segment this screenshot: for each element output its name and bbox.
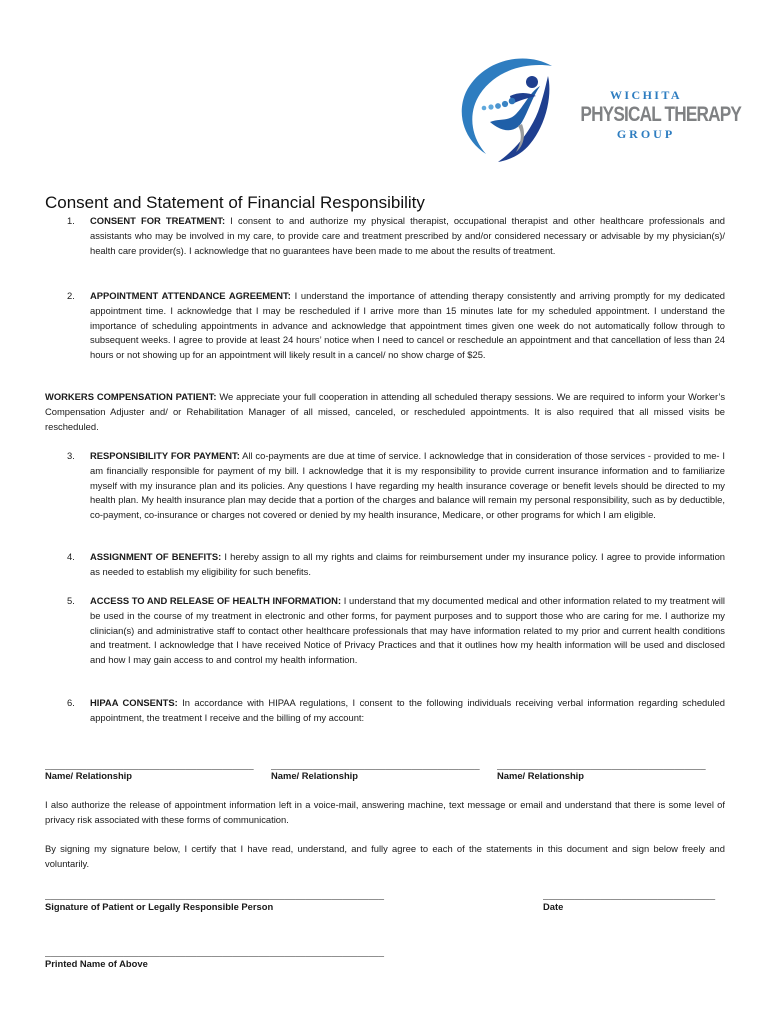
patient-signature-label: Signature of Patient or Legally Responsible Person: [45, 901, 274, 912]
logo-line-physical-therapy: PHYSICAL THERAPY: [580, 103, 742, 126]
workers-heading: WORKERS COMPENSATION PATIENT:: [45, 391, 217, 402]
logo-wordmark: [566, 88, 742, 142]
item-heading: RESPONSIBILITY FOR PAYMENT:: [90, 450, 240, 461]
item-body: All co-payments are due at time of service. I acknowledge that in consideration of those services - provided to me- I am financially responsible for payment of my bill. I acknowledge that it is my responsibility to provide current insurance information and to familiarize myself with my insurance plan and its policies. Any questions I have regarding my health insurance coverage or benefit levels should be directed to my health plan. My health insurance plan may decide that a portion of the charges and balance will remain my personal responsibility, such as by deductible, co-payment, co-insurance or charges not covered or denied by my health insurance, Medicare, or other programs for which I am eligible.: [90, 450, 725, 521]
page-title: Consent and Statement of Financial Responsibility: [45, 193, 425, 212]
item-heading: HIPAA CONSENTS:: [90, 697, 178, 708]
patient-signature-line[interactable]: _________________________________________________________________: [45, 889, 384, 900]
item-number: 3.: [67, 450, 75, 461]
item-body: I hereby assign to all my rights and claims for reimbursement under my insurance policy. I agree to provide information as needed to establish my eligibility for such benefits.: [90, 551, 725, 577]
relationship-line-1[interactable]: ________________________________________: [45, 759, 254, 770]
signing-certification-paragraph: By signing my signature below, I certify that I have read, understand, and fully agree to each of the statements in this document and sign below freely and voluntarily.: [45, 843, 725, 869]
item-body: I understand that my documented medical and other information related to my treatment will be used in the course of my treatment in electronic and other forms, for payment purposes and to support those who are caring for me. I authorize my clinician(s) and administrative staff to contact other healthcare professionals that may have information related to my prior and current health conditions and treatment. I acknowledge that I have received Notice of Privacy Practices and that it outlines how my health information will be used and disclosed and how I may gain access to and control my health information.: [90, 595, 725, 666]
relationship-label-1: Name/ Relationship: [45, 770, 132, 781]
item-heading: APPOINTMENT ATTENDANCE AGREEMENT:: [90, 290, 291, 301]
item-number: 5.: [67, 595, 75, 606]
date-line[interactable]: _________________________________: [543, 889, 716, 900]
relationship-label-2: Name/ Relationship: [271, 770, 358, 781]
workers-compensation-paragraph: [45, 390, 725, 434]
item-number: 1.: [67, 215, 75, 226]
date-label: Date: [543, 901, 564, 912]
item-heading: ACCESS TO AND RELEASE OF HEALTH INFORMATION:: [90, 595, 342, 606]
relationship-line-3[interactable]: ________________________________________: [497, 759, 706, 770]
relationship-line-2[interactable]: ________________________________________: [271, 759, 480, 770]
runner-swoosh-icon: [452, 52, 570, 166]
item-body: I understand the importance of attending therapy consistently and arriving promptly for my dedicated appointment time. I acknowledge that I may be rescheduled if I arrive more than 15 minutes late for my scheduled appointment. I understand the importance of scheduling appointments in advance and acknowledge that appointment times given one week do not automatically follow through to subsequent weeks. I agree to provide at least 24 hours’ notice when I need to cancel or reschedule an appointment and that cancellation of less than 24 hours or not showing up for an appointment will likely result in a cancel/ no show charge of $25.: [90, 290, 726, 361]
printed-name-line[interactable]: _________________________________________________________________: [45, 946, 384, 957]
item-heading: CONSENT FOR TREATMENT:: [90, 215, 226, 226]
wichita-pt-logo: [452, 52, 742, 166]
workers-body: We appreciate your full cooperation in attending all scheduled therapy sessions. We are required to inform your Worker’s Compensation Adjuster and/ or Rehabilitation Manager of all missed, canceled, or rescheduled appointments. It is also required that all missed visits be rescheduled.: [45, 391, 726, 432]
release-authorization-paragraph: I also authorize the release of appointment information left in a voice-mail, answering machine, text message or email and understand that there is some level of privacy risk associated with these forms of communication.: [45, 799, 725, 825]
relationship-label-3: Name/ Relationship: [497, 770, 584, 781]
printed-name-label: Printed Name of Above: [45, 958, 148, 969]
item-number: 4.: [67, 551, 75, 562]
item-body: In accordance with HIPAA regulations, I consent to the following individuals receiving verbal information regarding scheduled appointment, the treatment I receive and the billing of my account:: [90, 697, 725, 723]
item-number: 6.: [67, 697, 75, 708]
logo-line-group: GROUP: [616, 127, 676, 141]
logo-line-wichita: WICHITA: [610, 88, 682, 102]
item-number: 2.: [67, 290, 75, 301]
item-heading: ASSIGNMENT OF BENEFITS:: [90, 551, 222, 562]
item-body: I consent to and authorize my physical therapist, occupational therapist and other healthcare professionals and assistants who may be involved in my care, to provide care and treatment prescribed by and/or considered necessary or advisable by my physician(s)/ health care provider(s). I acknowledge that no guarantees have been made to me about the results of treatment.: [90, 215, 725, 256]
